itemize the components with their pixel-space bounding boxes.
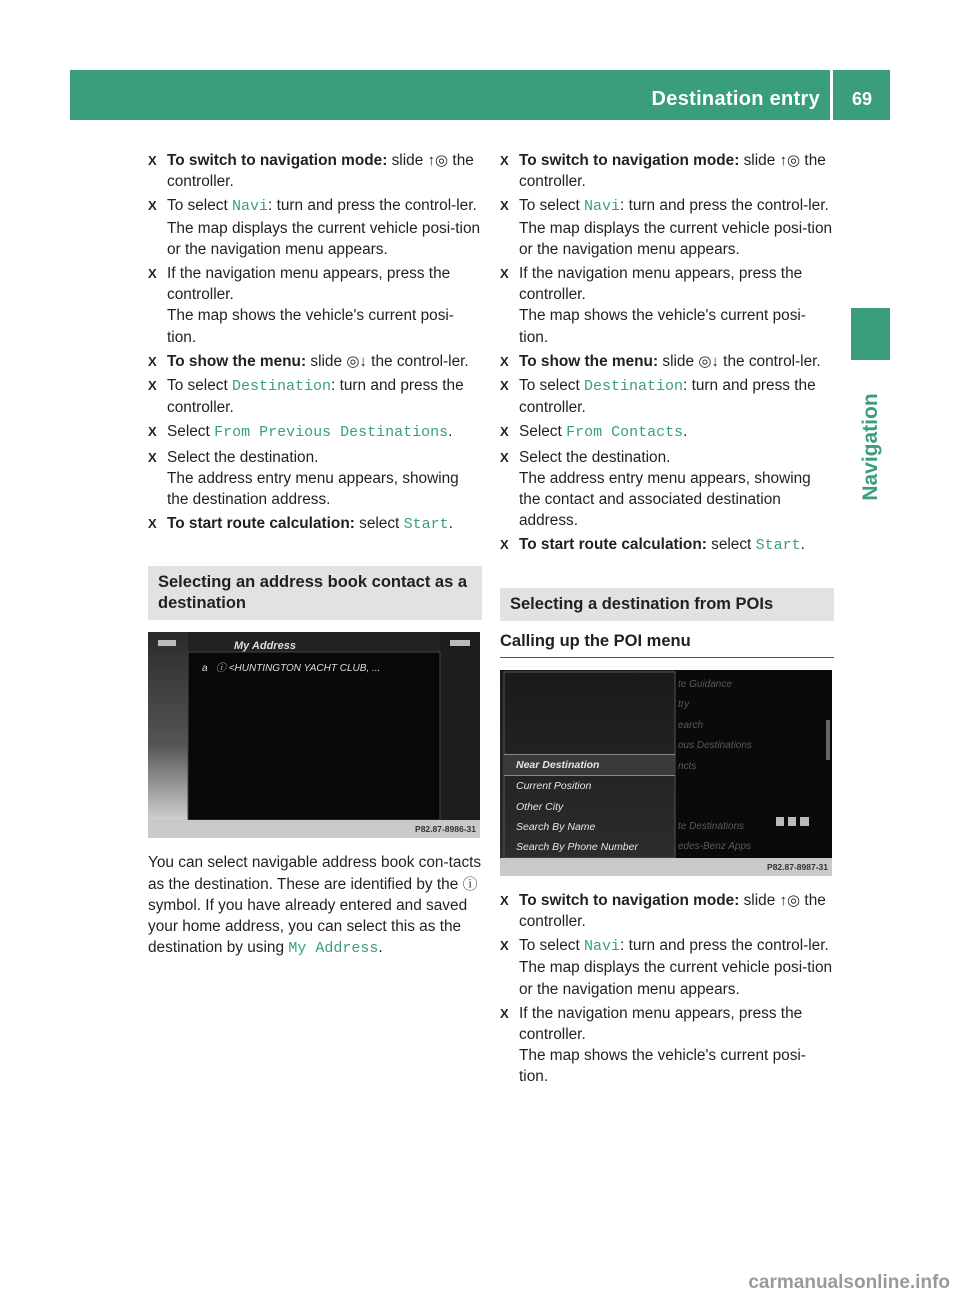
step-result: The map shows the vehicle's current posi-tion. (519, 1047, 806, 1086)
section-heading-pois: Selecting a destination from POIs (500, 588, 834, 621)
step-arrow-icon: X (148, 266, 157, 282)
instruction-step: X If the navigation menu appears, press the controller. The map shows the vehicle's current posi-tion. (148, 263, 482, 348)
step-arrow-icon: X (500, 892, 509, 908)
instruction-step: X To switch to navigation mode: slide ↑◎ the controller. (500, 891, 826, 931)
step-arrow-icon: X (500, 378, 509, 394)
menu-item-reference: Destination (584, 378, 684, 396)
watermark: carmanualsonline.info (748, 1272, 950, 1293)
my-address-menu-item: My Address (288, 940, 379, 958)
step-result: The map displays the current vehicle posi-tion or the navigation menu appears. (519, 959, 833, 998)
poi-menu-item[interactable]: Other City (516, 800, 564, 813)
info-symbol-icon: ⓘ (462, 875, 478, 893)
step-arrow-icon: X (148, 353, 157, 369)
section-heading-address-book: Selecting an address book contact as a destination (148, 566, 482, 620)
poi-menu-item[interactable]: Search By Name (516, 821, 596, 834)
instruction-step: X To select Navi: turn and press the control-ler. The map displays the current vehicle posi-tion or the navigation menu appears. (500, 195, 834, 260)
figure-caption: P82.87-8987-31 (500, 858, 832, 876)
section-title: Destination entry (651, 88, 820, 110)
poi-menu (504, 754, 675, 858)
instruction-step: X If the navigation menu appears, press the controller. The map shows the vehicle's current posi-tion. (500, 1003, 834, 1088)
menu-item-reference: Navi (232, 198, 269, 216)
background-menu-item: edes-Benz Apps (678, 841, 752, 853)
step-result: The map displays the current vehicle posi-tion or the navigation menu appears. (167, 219, 481, 258)
step-result: The map shows the vehicle's current posi-tion. (519, 307, 806, 346)
step-arrow-icon: X (148, 198, 157, 214)
menu-item-reference: Start (403, 516, 449, 534)
menu-item-reference: Navi (584, 198, 621, 216)
background-menu-item: try (678, 699, 690, 711)
address-book-screenshot (148, 632, 480, 838)
poi-menu-item[interactable]: Search By Phone Number (516, 841, 638, 854)
step-arrow-icon: X (148, 449, 157, 465)
step-arrow-icon: X (148, 424, 157, 440)
right-column (500, 150, 834, 1091)
menu-item-reference: Navi (584, 938, 621, 956)
step-arrow-icon: X (500, 424, 509, 440)
page-header (70, 70, 890, 120)
poi-background-menu (678, 674, 828, 857)
instruction-step: X To select Destination: turn and press the controller. (500, 377, 816, 417)
background-menu-item: ncts (678, 760, 697, 772)
controller-symbol-icon: ◎↓ (346, 352, 367, 370)
right-steps-bottom (500, 890, 834, 1088)
poi-menu-screenshot (500, 670, 832, 876)
menu-item-reference: Destination (232, 378, 332, 396)
controller-symbol-icon: ◎↓ (698, 352, 719, 370)
chapter-tab-marker (851, 308, 890, 360)
header-divider (830, 70, 833, 120)
step-arrow-icon: X (500, 537, 509, 553)
subheading-poi-menu: Calling up the POI menu (500, 631, 834, 658)
screen-title: My Address (234, 640, 296, 653)
step-arrow-icon: X (148, 378, 157, 394)
step-arrow-icon: X (500, 1005, 509, 1021)
controller-symbol-icon: ↑◎ (779, 891, 801, 909)
instruction-step: X To show the menu: slide ◎↓ the control-ler. (500, 351, 834, 372)
instruction-step: X If the navigation menu appears, press the controller. The map shows the vehicle's current posi-tion. (500, 263, 834, 348)
instruction-step: X To select Navi: turn and press the control-ler. The map displays the current vehicle posi-tion or the navigation menu appears. (500, 935, 834, 1000)
instruction-step: X Select From Previous Destinations. (148, 423, 453, 442)
controller-symbol-icon: ↑◎ (427, 152, 449, 169)
instruction-step: X To switch to navigation mode: slide ↑◎ the controller. (148, 152, 474, 191)
right-steps (500, 150, 834, 557)
page-number: 69 (851, 89, 872, 109)
instruction-step: X To show the menu: slide ◎↓ the control-ler. (148, 351, 482, 372)
step-result: The address entry menu appears, showing the contact and associated destination address. (519, 469, 811, 530)
instruction-step: X Select the destination. The address entry menu appears, showing the destination address. (148, 447, 482, 511)
step-arrow-icon: X (500, 153, 509, 168)
background-menu-item: te Destinations (678, 821, 745, 833)
poi-menu-item[interactable]: Current Position (516, 780, 592, 793)
step-arrow-icon: X (500, 198, 509, 214)
step-result: The address entry menu appears, showing the destination address. (167, 469, 459, 509)
step-result: The map shows the vehicle's current posi-tion. (167, 307, 454, 346)
address-book-paragraph: You can select navigable address book con-tacts as the destination. These are identified by the ⓘ symbol. If you have already entered and saved your home address, you can select this as the destination by using My Address. (148, 854, 482, 958)
instruction-step: X Select From Contacts. (500, 423, 688, 442)
left-column (148, 150, 482, 959)
controller-symbol-icon: ↑◎ (779, 152, 801, 169)
instruction-step: X To start route calculation: select Start. (500, 536, 805, 555)
step-arrow-icon: X (500, 353, 509, 369)
figure-caption: P82.87-8986-31 (148, 820, 480, 838)
instruction-step: X Select the destination. The address entry menu appears, showing the contact and associated destination address. (500, 447, 834, 532)
entry-index: a ⓘ (202, 663, 229, 675)
menu-item-reference: From Previous Destinations (214, 424, 449, 442)
background-menu-item: ous Destinations (678, 740, 752, 752)
background-menu-item: te Guidance (678, 678, 732, 690)
step-arrow-icon: X (500, 449, 509, 465)
step-result: The map displays the current vehicle posi-tion or the navigation menu appears. (519, 219, 833, 258)
step-arrow-icon: X (148, 153, 157, 168)
instruction-step: X To select Destination: turn and press the controller. (148, 377, 464, 417)
menu-item-reference: From Contacts (566, 424, 684, 442)
background-menu-item: earch (678, 719, 704, 731)
instruction-step: X To switch to navigation mode: slide ↑◎ the controller. (500, 152, 826, 191)
instruction-step: X To start route calculation: select Start. (148, 515, 453, 534)
left-steps (148, 150, 482, 535)
step-arrow-icon: X (148, 516, 157, 532)
menu-item-reference: Start (755, 537, 801, 555)
contact-entry: a ⓘ <HUNTINGTON YACHT CLUB, ... (202, 663, 381, 675)
chapter-label: Navigation (858, 393, 882, 501)
step-arrow-icon: X (500, 938, 509, 954)
poi-menu-item[interactable]: Near Destination (504, 754, 675, 776)
step-arrow-icon: X (500, 266, 509, 282)
instruction-step: X To select Navi: turn and press the control-ler. The map displays the current vehicle posi-tion or the navigation menu appears. (148, 195, 482, 260)
